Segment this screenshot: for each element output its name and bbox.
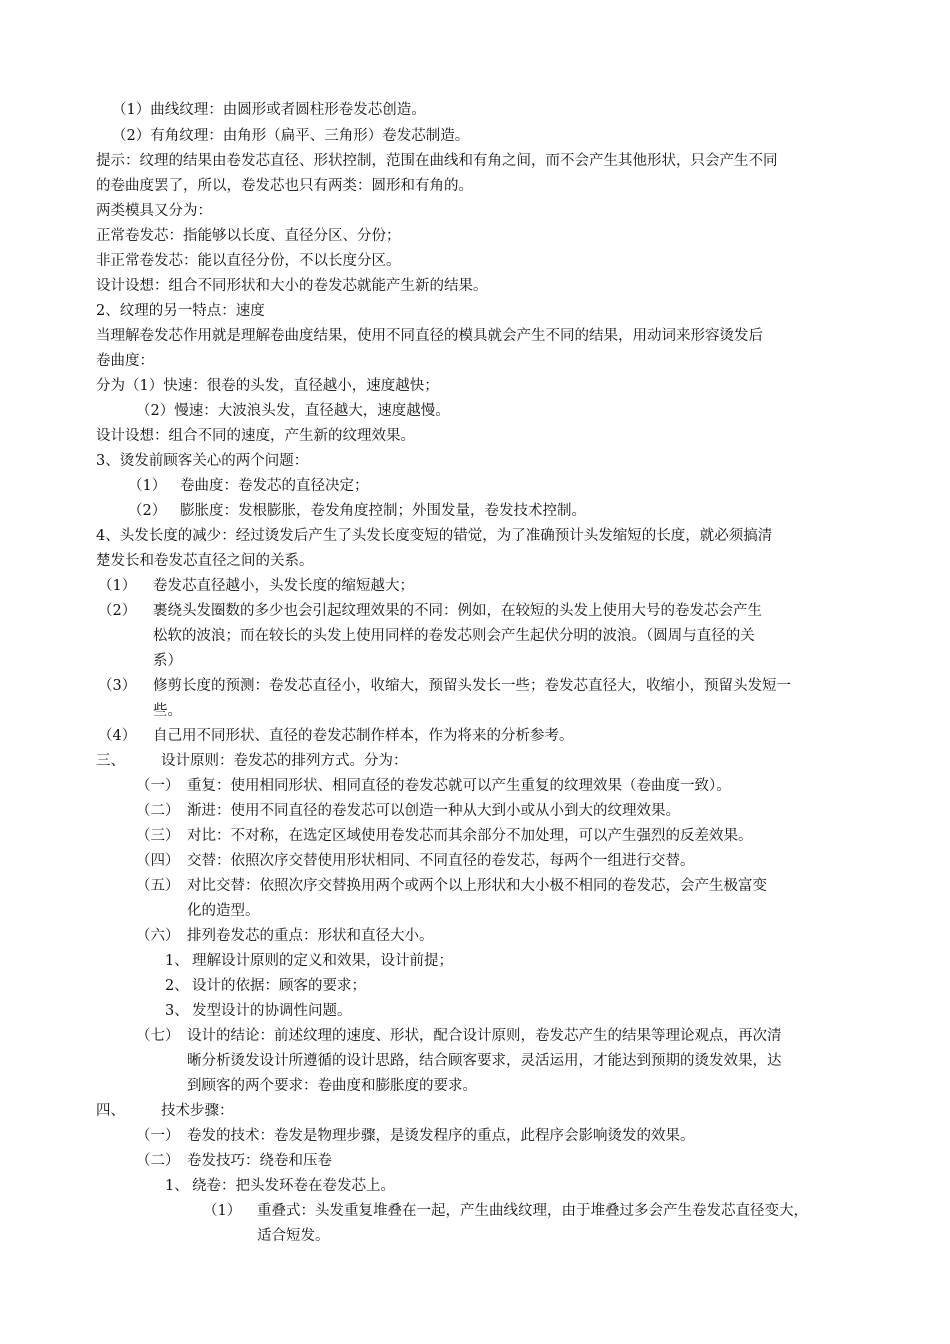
list-label: （1） [98, 578, 137, 594]
text-line: 分为（1）快速：很卷的头发，直径越小，速度越快； [96, 378, 439, 394]
list-item: 重叠式：头发重复堆叠在一起，产生曲线纹理，由于堆叠过多会产生卷发芯直径变大， [257, 1203, 808, 1219]
list-item: 对比交替：依照次序交替换用两个或两个以上形状和大小极不相同的卷发芯，会产生极富变 [187, 878, 767, 894]
list-label: （一） [136, 1128, 180, 1144]
list-label: 2、 [165, 978, 189, 994]
text-line: （1）曲线纹理：由圆形或者圆柱形卷发芯创造。 [112, 102, 426, 118]
text-line: 非正常卷发芯：能以直径分份，不以长度分区。 [96, 253, 401, 269]
list-item-continued: 化的造型。 [187, 903, 260, 919]
text-line: 设计设想：组合不同形状和大小的卷发芯就能产生新的结果。 [96, 278, 488, 294]
list-item: 绕卷：把头发环卷在卷发芯上。 [192, 1178, 395, 1194]
list-label: （四） [136, 853, 180, 869]
list-item: 发型设计的协调性问题。 [192, 1003, 352, 1019]
list-item: 修剪长度的预测：卷发芯直径小，收缩大，预留头发长一些；卷发芯直径大，收缩小，预留头发短一 [153, 678, 791, 694]
list-label: （1） [203, 1203, 242, 1219]
list-label: （二） [136, 1153, 180, 1169]
list-item: 卷曲度：卷发芯的直径决定； [180, 478, 369, 494]
section-heading: 4、头发长度的减少：经过烫发后产生了头发长度变短的错觉，为了准确预计头发缩短的长度，就必须搞清 [96, 528, 773, 544]
list-item: 裹绕头发圈数的多少也会引起纹理效果的不同：例如，在较短的头发上使用大号的卷发芯会产生 [153, 603, 762, 619]
list-item: 自己用不同形状、直径的卷发芯制作样本，作为将来的分析参考。 [153, 728, 574, 744]
list-item-continued: 系） [153, 653, 182, 669]
text-line: 设计设想：组合不同的速度，产生新的纹理效果。 [96, 428, 415, 444]
list-label: （二） [136, 803, 180, 819]
list-item: 渐进：使用不同直径的卷发芯可以创造一种从大到小或从小到大的纹理效果。 [187, 803, 680, 819]
list-label: （七） [136, 1028, 180, 1044]
list-item: 膨胀度：发根膨胀，卷发角度控制；外围发量，卷发技术控制。 [180, 503, 586, 519]
list-item: 卷发芯直径越小，头发长度的缩短越大； [153, 578, 414, 594]
text-line: 的卷曲度罢了，所以，卷发芯也只有两类：圆形和有角的。 [96, 178, 473, 194]
list-item: 卷发的技术：卷发是物理步骤，是烫发程序的重点，此程序会影响烫发的效果。 [187, 1128, 695, 1144]
list-item: 设计的结论：前述纹理的速度、形状，配合设计原则，卷发芯产生的结果等理论观点，再次清 [187, 1028, 782, 1044]
section-heading: 2、纹理的另一特点：速度 [96, 303, 265, 319]
section-heading: 技术步骤： [161, 1103, 234, 1119]
list-label: （2） [98, 603, 137, 619]
text-line: 楚发长和卷发芯直径之间的关系。 [96, 553, 314, 569]
list-label: 3、 [165, 1003, 189, 1019]
list-item-continued: 松软的波浪；而在较长的头发上使用同样的卷发芯则会产生起伏分明的波浪。（圆周与直径的关 [153, 628, 755, 644]
list-item-continued: 些。 [153, 703, 182, 719]
text-line: 两类模具又分为： [96, 203, 212, 219]
list-label: （2） [128, 503, 167, 519]
list-item: 设计的依据：顾客的要求； [192, 978, 366, 994]
list-item: 卷发技巧：绕卷和压卷 [187, 1153, 332, 1169]
text-line: 当理解卷发芯作用就是理解卷曲度结果，使用不同直径的模具就会产生不同的结果，用动词来形容烫发后 [96, 328, 763, 344]
section-heading: 3、烫发前顾客关心的两个问题： [96, 453, 309, 469]
section-number: 四、 [96, 1103, 125, 1119]
list-label: 1、 [165, 953, 189, 969]
text-line: 提示：纹理的结果由卷发芯直径、形状控制，范围在曲线和有角之间，而不会产生其他形状，只会产生不同 [96, 153, 778, 169]
list-item: 交替：依照次序交替使用形状相同、不同直径的卷发芯，每两个一组进行交替。 [187, 853, 695, 869]
list-label: 1、 [165, 1178, 189, 1194]
text-line: 卷曲度： [96, 353, 154, 369]
text-line: 正常卷发芯：指能够以长度、直径分区、分份； [96, 228, 401, 244]
list-item-continued: 到顾客的两个要求：卷曲度和膨胀度的要求。 [187, 1078, 477, 1094]
section-heading: 设计原则：卷发芯的排列方式。分为： [161, 753, 408, 769]
list-item: 对比：不对称，在选定区域使用卷发芯而其余部分不加处理，可以产生强烈的反差效果。 [187, 828, 753, 844]
list-label: （五） [136, 878, 180, 894]
list-label: （一） [136, 778, 180, 794]
text-line: （2）慢速：大波浪头发，直径越大，速度越慢。 [136, 403, 450, 419]
list-label: （4） [98, 728, 137, 744]
list-item: 理解设计原则的定义和效果，设计前提； [192, 953, 453, 969]
list-label: （3） [98, 678, 137, 694]
list-label: （1） [128, 478, 167, 494]
section-number: 三、 [96, 753, 125, 769]
list-item: 排列卷发芯的重点：形状和直径大小。 [187, 928, 434, 944]
list-label: （六） [136, 928, 180, 944]
list-item-continued: 适合短发。 [257, 1228, 330, 1244]
list-label: （三） [136, 828, 180, 844]
list-item: 重复：使用相同形状、相同直径的卷发芯就可以产生重复的纹理效果（卷曲度一致）。 [187, 778, 731, 794]
list-item-continued: 晰分析烫发设计所遵循的设计思路，结合顾客要求，灵活运用，才能达到预期的烫发效果，达 [187, 1053, 782, 1069]
text-line: （2）有角纹理：由角形（扁平、三角形）卷发芯制造。 [112, 128, 470, 144]
